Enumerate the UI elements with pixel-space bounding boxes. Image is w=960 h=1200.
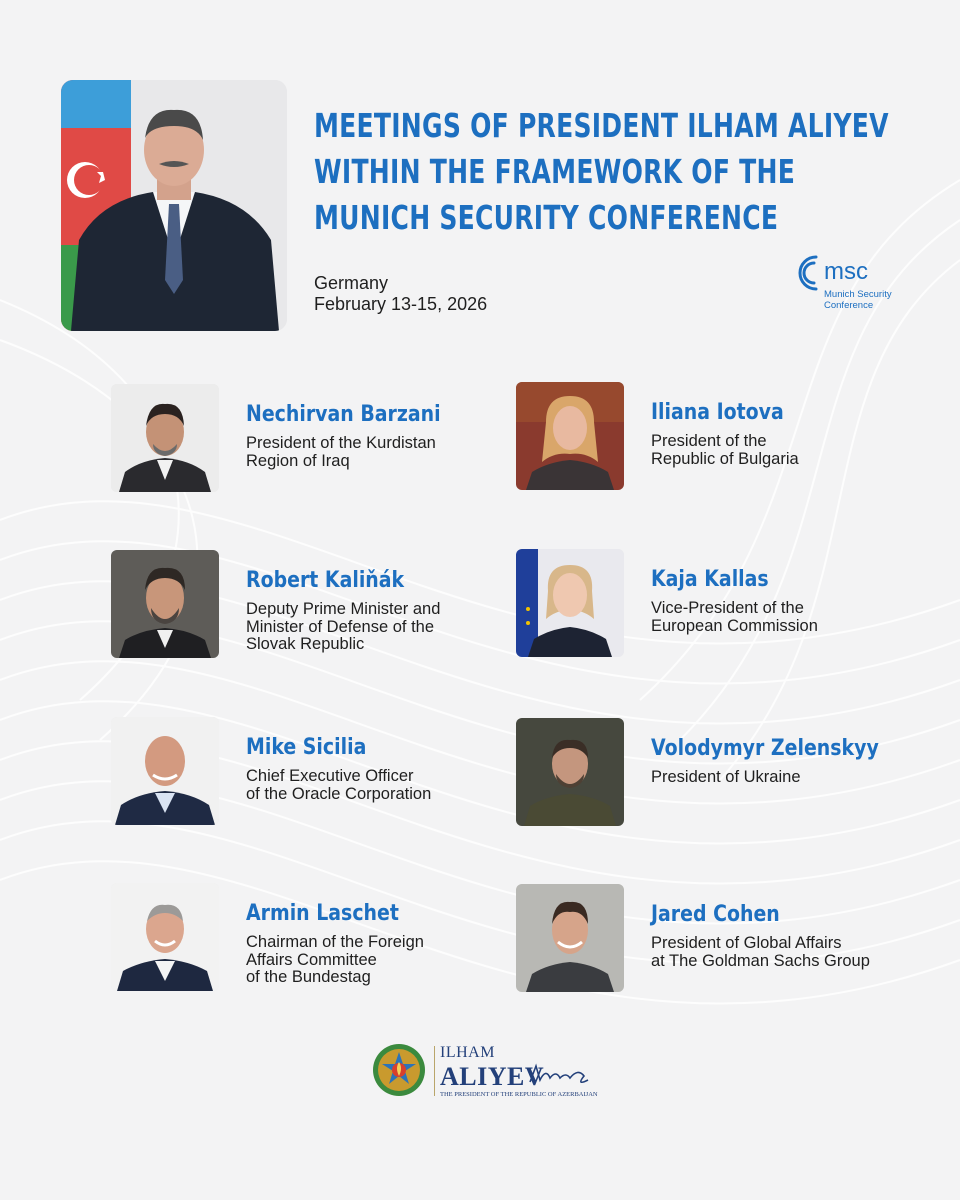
participant-photo: [111, 550, 219, 658]
event-country: Germany: [314, 273, 389, 293]
footer-first-name: ILHAM: [440, 1044, 495, 1061]
page-title: [314, 103, 889, 241]
participant-role-line: Affairs Committee: [246, 950, 377, 969]
participant-photo: [111, 883, 219, 991]
msc-logo-subtitle: [824, 289, 892, 311]
participant-role-line: Chief Executive Officer: [246, 767, 414, 785]
participant-photo: [111, 384, 219, 492]
participant-role-line: of the Bundestag: [246, 968, 371, 986]
president-photo: [61, 80, 287, 331]
participant-name: Robert Kaliňák: [246, 568, 405, 593]
participant-role-line: of the Oracle Corporation: [246, 784, 432, 803]
participant-name: Mike Sicilia: [246, 735, 367, 760]
participant-name: Jared Cohen: [651, 902, 780, 927]
msc-arc-icon: [786, 253, 822, 293]
participant-name: Nechirvan Barzani: [246, 402, 441, 427]
participant-photo: [516, 382, 624, 490]
participant-name: Iliana Iotova: [651, 400, 784, 425]
participant-role-line: Minister of Defense of the: [246, 617, 435, 636]
participant-role-line: President of the: [651, 432, 767, 450]
footer-divider: [434, 1046, 435, 1096]
participant-role-line: Region of Iraq: [246, 451, 350, 470]
participant-photo: [516, 884, 624, 992]
msc-logo-word: msc: [824, 258, 868, 285]
msc-logo-subtitle-line: Munich Security: [824, 289, 892, 300]
participant-role-line: Republic of Bulgaria: [651, 449, 799, 468]
participant-name: Armin Laschet: [246, 901, 399, 926]
event-dates: February 13-15, 2026: [314, 294, 488, 314]
participant-role-line: Slovak Republic: [246, 635, 365, 653]
participant-role: [651, 600, 891, 635]
participant-photo: [516, 718, 624, 826]
participant-photo: [516, 549, 624, 657]
msc-logo-subtitle-line: Conference: [824, 300, 874, 311]
azerbaijan-emblem-icon: [372, 1040, 426, 1100]
footer-subtitle: THE PRESIDENT OF THE REPUBLIC OF AZERBAIJAN: [440, 1091, 598, 1098]
participant-role-line: Chairman of the Foreign: [246, 933, 424, 951]
footer-last-name: ALIYEV: [440, 1062, 545, 1091]
msc-logo: [786, 253, 896, 313]
participant-role: [246, 601, 486, 654]
participant-photo: [111, 717, 219, 825]
participant-name: Volodymyr Zelenskyy: [651, 736, 879, 761]
participant-role-line: President of Ukraine: [651, 768, 801, 786]
participant-role-line: Deputy Prime Minister and: [246, 600, 441, 618]
title-line: WITHIN THE FRAMEWORK OF THE: [314, 152, 796, 191]
event-location: [314, 273, 487, 315]
participant-role: [246, 435, 486, 470]
participant-role: [246, 768, 486, 803]
participant-role: [651, 433, 891, 468]
participant-role-line: European Commission: [651, 616, 818, 635]
participant-role-line: Vice-President of the: [651, 599, 804, 617]
participant-name: Kaja Kallas: [651, 567, 769, 592]
title-line: MEETINGS OF PRESIDENT ILHAM ALIYEV: [314, 106, 889, 145]
title-line: MUNICH SECURITY CONFERENCE: [314, 198, 779, 237]
participant-role-line: at The Goldman Sachs Group: [651, 951, 870, 970]
participant-role-line: President of Global Affairs: [651, 934, 842, 952]
footer-logo: [372, 1040, 598, 1110]
participant-role: [651, 935, 891, 970]
participant-role-line: President of the Kurdistan: [246, 434, 436, 452]
participant-role: [246, 934, 486, 987]
signature-icon: [528, 1062, 590, 1088]
participant-role: [651, 769, 891, 787]
